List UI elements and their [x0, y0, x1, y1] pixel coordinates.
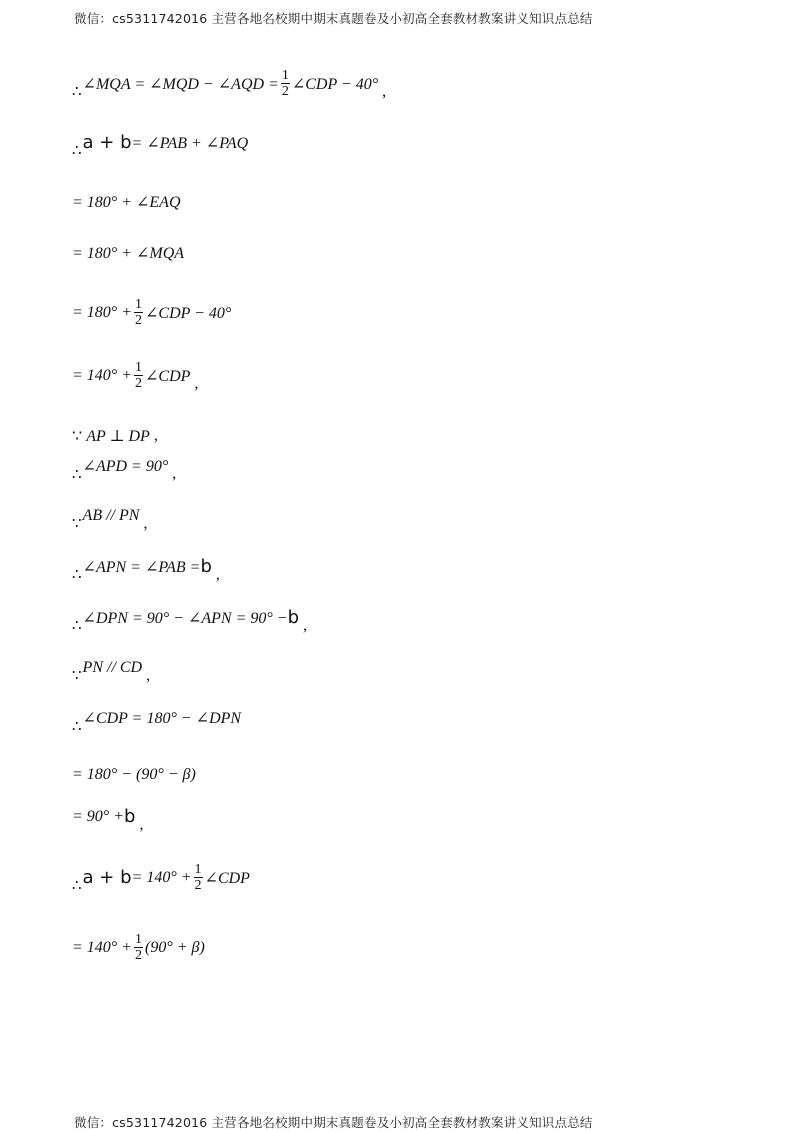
proof-line-2: [72, 132, 249, 159]
fraction-one-half: $\frac{1}{2}$: [135, 932, 142, 963]
proof-line-6: = 140° + $\frac{1}{2}$ ∠CDP ,: [72, 360, 199, 392]
because-symbol: ∵: [72, 668, 82, 684]
proof-line-1: ∴ ∠MQA = ∠MQD − ∠AQD = $\frac{1}{2}$ ∠CDP − 40° ,: [72, 68, 387, 100]
fraction-one-half: $\frac{1}{2}$: [135, 360, 142, 391]
therefore-symbol: ∴: [72, 718, 82, 735]
proof-line-5: [72, 297, 231, 328]
therefore-symbol: ∴: [72, 618, 82, 634]
alpha-plus-beta: a + b: [82, 867, 132, 888]
equation-text: ∠APN = ∠PAB =: [82, 558, 201, 576]
equation-text: ∠CDP: [145, 367, 191, 385]
proof-line-12: ∵ PN // CD ,: [72, 658, 151, 684]
equation-text: = 180° + ∠MQA: [72, 245, 185, 262]
proof-line-4: [72, 243, 184, 263]
equation-text: ∠CDP − 40°: [291, 75, 379, 93]
proof-line-17: [72, 932, 205, 963]
proof-line-15: = 90° + b ,: [72, 806, 144, 833]
proof-line-8: ∴ ∠APD = 90° ,: [72, 458, 177, 483]
therefore-symbol: ∴: [72, 878, 82, 894]
therefore-symbol: ∴: [72, 567, 82, 583]
page-header: 微信：cs5311742016 主营各地名校期中期末真题卷及小初高全套教材教案讲义知识点总结: [74, 11, 593, 26]
equation-text: ∠APD = 90°: [82, 458, 169, 475]
equation-text: (90° + β): [145, 938, 205, 956]
equation-text: AB // PN: [82, 506, 140, 524]
proof-line-3: [72, 192, 181, 212]
proof-line-9: ∵ AB // PN ,: [72, 506, 148, 532]
equation-text: = 180° +: [72, 303, 132, 321]
proof-line-14: [72, 766, 196, 784]
equation-text: = ∠PAB + ∠PAQ: [131, 134, 249, 152]
because-symbol: ∵: [72, 428, 83, 445]
proof-line-7: ∵ AP ⊥ DP ,: [72, 427, 158, 445]
proof-line-16: [72, 862, 250, 893]
equation-text: AP ⊥ DP: [86, 428, 150, 445]
beta-symbol: b: [200, 556, 212, 577]
equation-text: = 140° +: [72, 366, 132, 384]
therefore-symbol: ∴: [72, 84, 82, 100]
equation-text: ∠DPN = 90° − ∠APN = 90° −: [82, 609, 288, 627]
equation-text: ∠MQA = ∠MQD − ∠AQD =: [82, 75, 279, 93]
equation-text: ∠CDP: [204, 869, 250, 887]
equation-text: ∠CDP = 180° − ∠DPN: [82, 710, 242, 727]
equation-text: PN // CD: [82, 658, 143, 676]
equation-text: ∠CDP − 40°: [145, 304, 232, 322]
equation-text: = 180° + ∠EAQ: [72, 194, 181, 211]
beta-symbol: b: [124, 806, 136, 827]
equation-text: = 140° +: [72, 938, 132, 956]
because-symbol: ∵: [72, 516, 82, 532]
therefore-symbol: ∴: [72, 143, 82, 159]
fraction-one-half: $\frac{1}{2}$: [281, 68, 289, 99]
beta-symbol: b: [287, 607, 299, 628]
therefore-symbol: ∴: [72, 466, 82, 483]
equation-text: = 90° +: [72, 807, 124, 825]
equation-text: = 140° +: [131, 868, 192, 886]
proof-line-11: ∴ ∠DPN = 90° − ∠APN = 90° − b ,: [72, 607, 307, 634]
proof-line-10: ∴ ∠APN = ∠PAB = b ,: [72, 556, 220, 583]
proof-line-13: [72, 708, 242, 735]
equation-text: = 180° − (90° − β): [72, 766, 196, 783]
fraction-one-half: $\frac{1}{2}$: [135, 297, 142, 328]
alpha-plus-beta: a + b: [82, 132, 132, 153]
fraction-one-half: $\frac{1}{2}$: [194, 862, 202, 893]
page-footer: 微信：cs5311742016 主营各地名校期中期末真题卷及小初高全套教材教案讲义知识点总结: [74, 1115, 593, 1130]
